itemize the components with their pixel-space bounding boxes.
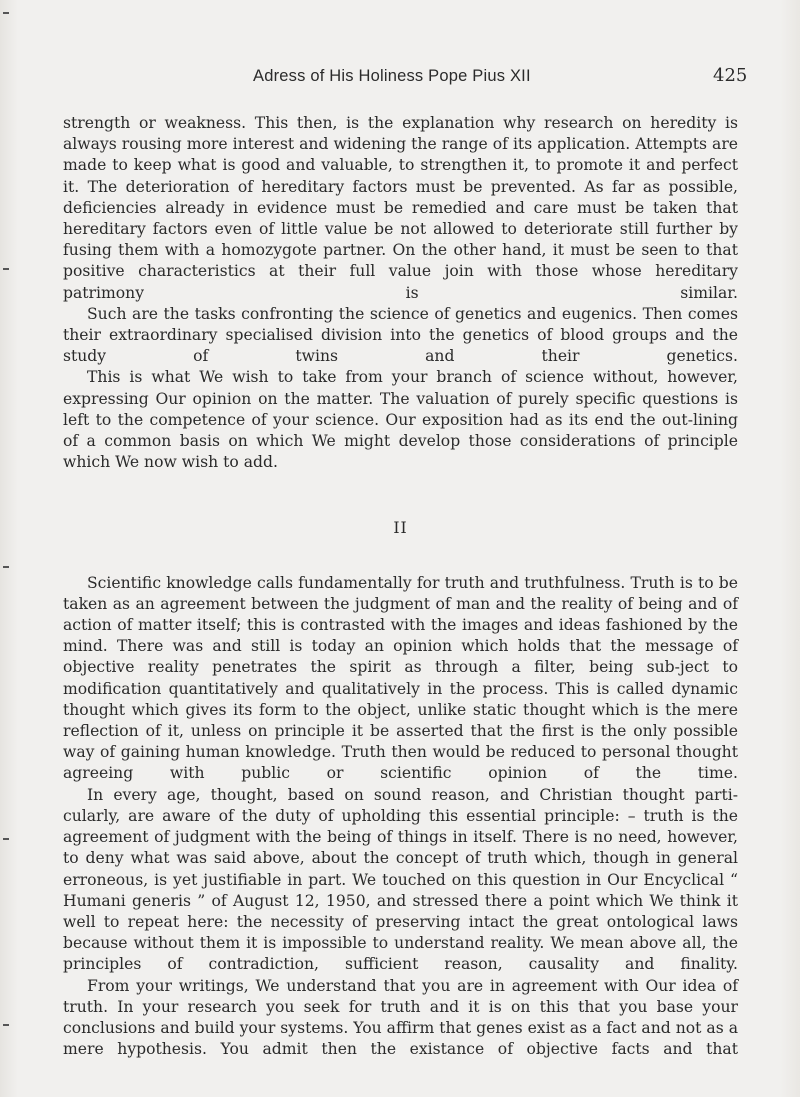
body-text [63, 113, 738, 1060]
paragraph: Scientific knowledge calls fundamentally for truth and truthfulness. Truth is to be taken as an agreement between the judgment of man and the reality of being and of action of matter itself; this is contrasted with the images and ideas fashioned by the mind. There was and still is today an opinion which holds that the message of objective reality penetrates the spirit as through a filter, being sub-ject to modification quantitatively and qualitatively in the process. This is called dynamic thought which gives its form to the object, unlike static thought which is the mere reflection of it, unless on principle it be asserted that the first is the only possible way of gaining human knowledge. Truth then would be reduced to personal thought agreeing with public or scientific opinion of the time. [63, 573, 738, 783]
edge-mark [3, 838, 9, 840]
paragraph: strength or weakness. This then, is the explanation why research on heredity is always rousing more interest and widening the range of its application. Attempts are made to keep what is good and valuable, to strengthen it, to promote it and perfect it. The deterioration of hereditary factors must be prevented. As far as possible, deficiencies already in evidence must be remedied and care must be taken that hereditary factors even of little value be not allowed to deteriorate still further by fusing them with a homozygote partner. On the other hand, it must be seen to that positive characteristics at their full value join with those whose hereditary patrimony is similar. [63, 114, 738, 302]
paragraph: From your writings, We understand that you are in agreement with Our idea of truth. In your research you seek for truth and it is on this that you base your conclusions and build your systems. You affirm that genes exist as a fact and not as a mere hypothesis. You admit then the existance of objective facts and that [63, 976, 738, 1059]
edge-mark [3, 268, 9, 270]
paragraph: Such are the tasks confronting the science of genetics and eugenics. Then comes their extraordinary specialised division into the genetics of blood groups and the study of twins and their genetics. [63, 304, 738, 366]
page-number: 425 [713, 65, 748, 86]
page-header [0, 63, 800, 93]
paragraph: This is what We wish to take from your branch of science without, however, expressing Our opinion on the matter. The valuation of purely specific questions is left to the competence of your science. Our exposition had as its end the out-lining of a common basis on which We might develop those considerations of principle which We now wish to add. [63, 368, 738, 472]
edge-mark [3, 12, 9, 14]
edge-mark [3, 1024, 9, 1026]
edge-mark [3, 566, 9, 568]
running-title: Adress of His Holiness Pope Pius XII [253, 67, 531, 85]
paragraph: In every age, thought, based on sound reason, and Christian thought parti-cularly, are aware of the duty of upholding this essential principle: – truth is the agreement of judgment with the being of things in itself. There is no need, however, to deny what was said above, about the concept of truth which, though in general erroneous, is yet justifiable in part. We touched on this question in Our Encyclical “ Humani generis ” of August 12, 1950, and stressed there a point which We think it well to repeat here: the necessity of preserving intact the great ontological laws because without them it is impossible to understand reality. We mean above all, the principles of contradiction, sufficient reason, causality and finality. [63, 785, 738, 974]
section-heading: II [393, 519, 408, 538]
